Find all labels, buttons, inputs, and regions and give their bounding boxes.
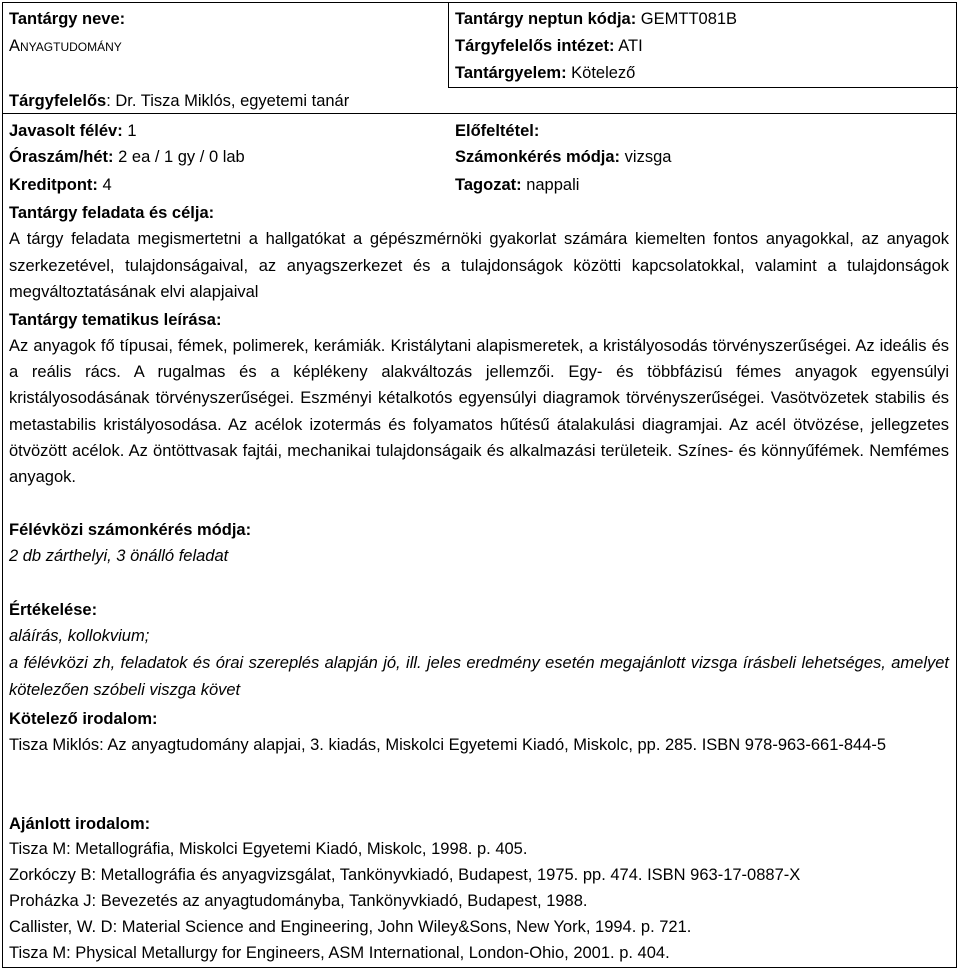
neptun-code-value: GEMTT081B — [636, 10, 738, 28]
course-element-label: Tantárgyelem: — [455, 64, 567, 82]
neptun-code — [455, 8, 737, 30]
study-mode-value: nappali — [521, 176, 580, 194]
institute-value: ATI — [614, 37, 643, 55]
course-name-label: Tantárgy neve: — [9, 10, 126, 28]
study-mode-label: Tagozat: — [455, 176, 522, 194]
recommended-item: Tisza M: Physical Metallurgy for Engineers, ASM International, London-Ohio, 2001. p. 404. — [9, 944, 670, 962]
responsible — [9, 90, 349, 112]
institute — [455, 35, 643, 57]
credits-label: Kreditpont: — [9, 176, 98, 194]
course-element — [455, 62, 635, 84]
exam-type-value: vizsga — [620, 148, 672, 166]
responsible-value: : Dr. Tisza Miklós, egyetemi tanár — [106, 92, 350, 110]
evaluation-title: Értékelése: — [9, 601, 98, 619]
recommended-item: Callister, W. D: Material Science and Engineering, John Wiley&Sons, New York, 1994. p. 721. — [9, 918, 692, 936]
required-literature-text: Tisza Miklós: Az anyagtudomány alapjai, 3. kiadás, Miskolci Egyetemi Kiadó, Miskolc, pp. 285. ISBN 978-963-661-844-5 — [9, 736, 887, 754]
credits — [9, 174, 112, 196]
evaluation-line-2: a félévközi zh, feladatok és órai szereplés alapján jó, ill. jeles eredmény esetén megajánlott vizsga írásbeli lehetséges, amelyet kötelezően szóbeli viszga követ — [9, 654, 949, 699]
exam-type-label: Számonkérés módja: — [455, 148, 621, 166]
divider-vertical-top — [448, 3, 449, 88]
recommended-item: Zorkóczy B: Metallográfia és anyagvizsgálat, Tankönyvkiadó, Budapest, 1975. pp. 474. ISBN 963-17-0887-X — [9, 866, 801, 884]
topics-text: Az anyagok fő típusai, fémek, polimerek, kerámiák. Kristálytani alapismeretek, a kristályosodás törvényszerűségei. Az ideális és a reális rács. A rugalmas és a képlékeny alakváltozás jellemzői. Egy- és többfázisú fémes anyagok egyensúlyi kristályosodásának törvényszerűségei. Eszményi kétalkotós egyensúlyi diagramok törvényszerűségei. Vasötvözetek stabilis és metastabilis kristályosodása. Az acélok izotermás és folyamatos hűtésű átalakulási diagramjai. Az acél ötvözése, jellegzetes ötvözött acélok. Az öntöttvasak fajtái, mechanikai tulajdonságaik és alkalmazási területeik. Színes- és könnyűfémek. Nemfémes anyagok. — [9, 337, 949, 487]
required-literature-title: Kötelező irodalom: — [9, 710, 158, 728]
prerequisite-label: Előfeltétel: — [455, 122, 540, 140]
evaluation-line-1: aláírás, kollokvium; — [9, 627, 150, 645]
goal-title: Tantárgy feladata és célja: — [9, 204, 215, 222]
exam-type — [455, 146, 671, 168]
recommended-literature-title: Ajánlott irodalom: — [9, 815, 151, 833]
midterm-title: Félévközi számonkérés módja: — [9, 521, 252, 539]
midterm-text: 2 db zárthelyi, 3 önálló feladat — [9, 547, 229, 565]
divider-responsible — [3, 113, 956, 114]
neptun-code-label: Tantárgy neptun kódja: — [455, 10, 637, 28]
recommended-item: Tisza M: Metallográfia, Miskolci Egyetemi Kiadó, Miskolc, 1998. p. 405. — [9, 840, 528, 858]
responsible-label: Tárgyfelelős — [9, 92, 107, 110]
course-name-value: Anyagtudomány — [9, 37, 122, 55]
topics-title: Tantárgy tematikus leírása: — [9, 311, 222, 329]
weekly-hours — [9, 146, 245, 168]
credits-value: 4 — [97, 176, 112, 194]
semester-value: 1 — [122, 122, 137, 140]
goal-text: A tárgy feladata megismertetni a hallgatókat a gépészmérnöki gyakorlat számára kiemelten fontos anyagokkal, az anyagok szerkezetével, tulajdonságaival, az anyagszerkezet és a tulajdonságok közötti kapcsolatokkal, valamint a tulajdonságok megváltoztatásának elvi alapjaival — [9, 230, 949, 302]
course-element-value: Kötelező — [566, 64, 636, 82]
recommended-item: Proházka J: Bevezetés az anyagtudományba, Tankönyvkiadó, Budapest, 1988. — [9, 892, 588, 910]
weekly-hours-label: Óraszám/hét: — [9, 148, 114, 166]
weekly-hours-value: 2 ea / 1 gy / 0 lab — [113, 148, 245, 166]
semester-label: Javasolt félév: — [9, 122, 123, 140]
study-mode — [455, 174, 579, 196]
semester — [9, 120, 137, 142]
divider-header-right — [448, 87, 958, 88]
institute-label: Tárgyfelelős intézet: — [455, 37, 615, 55]
